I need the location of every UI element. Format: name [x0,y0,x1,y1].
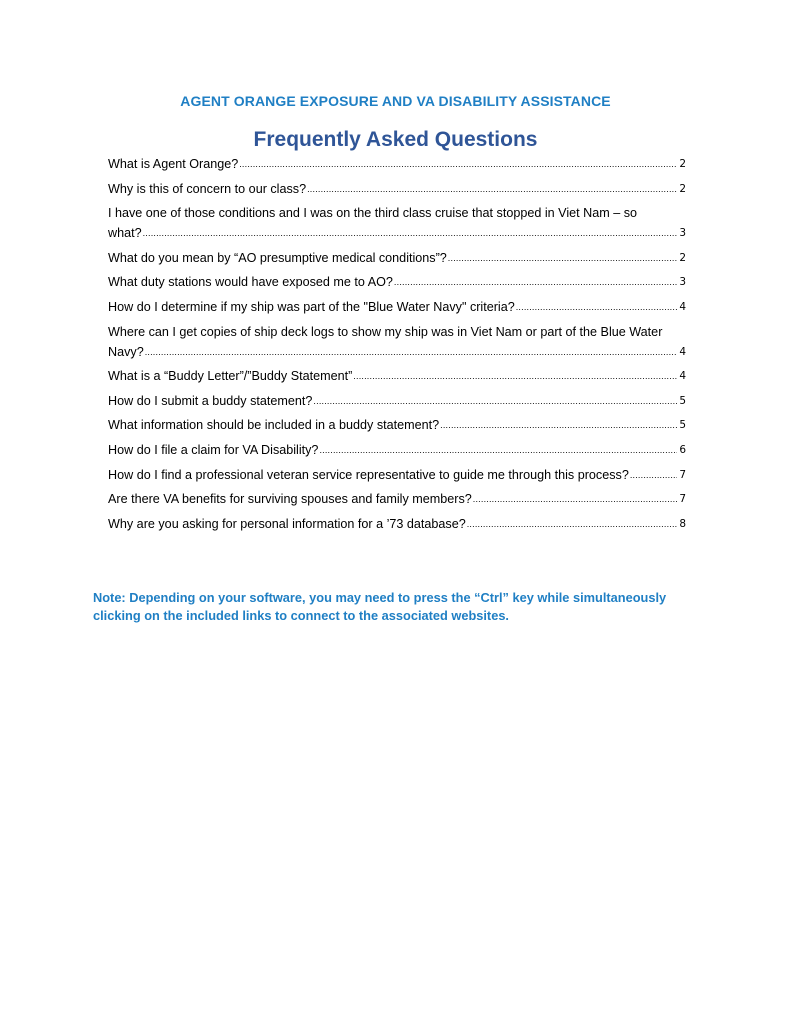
toc-entry[interactable] [108,440,686,460]
toc-page-number: 3 [677,223,686,243]
toc-page-number: 2 [677,179,686,199]
toc-page-number: 5 [677,415,686,435]
toc-page-number: 2 [677,248,686,268]
toc-entry[interactable] [108,297,686,317]
toc-entry[interactable] [108,272,686,292]
toc-entry-text: Are there VA benefits for surviving spouses and family members? ..... [108,492,472,506]
toc-entry-text: What is Agent Orange? ..... [108,157,238,171]
toc-page-number: 4 [677,342,686,362]
toc-entry[interactable] [108,154,686,174]
toc-page-number: 4 [677,366,686,386]
toc-page-number: 8 [677,514,686,534]
toc-entry-text: How do I determine if my ship was part of the "Blue Water Navy" criteria? ..... [108,300,515,314]
toc-entry-text: Why are you asking for personal information for a ’73 database? ..... [108,517,466,531]
toc-page-number: 7 [677,465,686,485]
toc-page-number: 2 [677,154,686,174]
toc-entry[interactable] [108,322,686,362]
toc-entry[interactable] [108,179,686,199]
toc-entry[interactable] [108,465,686,485]
toc-entry[interactable] [108,391,686,411]
toc-entry[interactable] [108,203,686,243]
toc-entry-text: What information should be included in a buddy statement? ..... [108,418,439,432]
toc-entry[interactable] [108,366,686,386]
toc-page-number: 7 [677,489,686,509]
toc-entry-text: How do I file a claim for VA Disability? ..... [108,443,318,457]
toc-entry[interactable] [108,514,686,534]
toc-entry-text: How do I submit a buddy statement? ..... [108,394,312,408]
toc-entry-text: What do you mean by “AO presumptive medical conditions”? ..... [108,251,447,265]
toc-entry[interactable] [108,415,686,435]
toc-entry-text: What is a “Buddy Letter”/”Buddy Statement” ..... [108,369,352,383]
page-title: Frequently Asked Questions [253,128,538,151]
toc-entry-text: Why is this of concern to our class? ..... [108,182,306,196]
document-subtitle: AGENT ORANGE EXPOSURE AND VA DISABILITY ASSISTANCE [180,93,611,109]
toc-entry-text: How do I find a professional veteran service representative to guide me through this process? ..... [108,468,629,482]
toc-entry[interactable] [108,489,686,509]
toc-page-number: 6 [677,440,686,460]
toc-entry-text: What duty stations would have exposed me to AO? ..... [108,275,393,289]
toc-page-number: 4 [677,297,686,317]
ctrl-click-note: Note: Depending on your software, you may need to press the “Ctrl” key while simultaneously clicking on the included links to connect to the associated websites. [93,590,667,623]
toc-entry[interactable] [108,248,686,268]
toc-page-number: 3 [677,272,686,292]
table-of-contents [108,154,686,538]
toc-page-number: 5 [677,391,686,411]
toc-entry-text: I have one of those conditions and I was on the third class cruise that stopped in Viet Nam – so what? ..... [108,206,637,240]
toc-entry-text: Where can I get copies of ship deck logs to show my ship was in Viet Nam or part of the Blue Water Navy? ..... [108,325,662,359]
